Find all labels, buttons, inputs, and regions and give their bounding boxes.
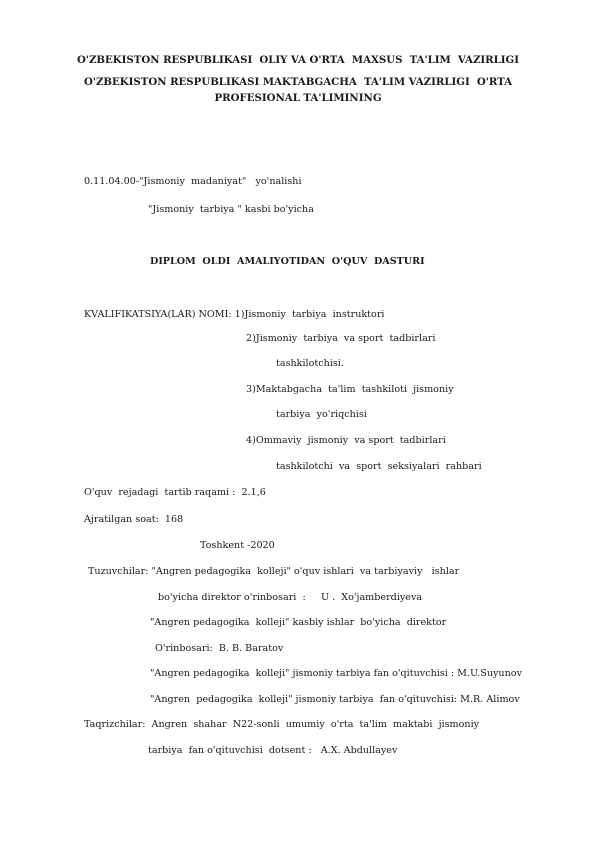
authors-line-6: "Angren pedagogika kolleji" jismoniy tarbiya fan o'qituvchisi: M.R. Alimov <box>150 694 520 705</box>
ministry-header-line-2: O'ZBEKISTON RESPUBLIKASI MAKTABGACHA TA'LIM VAZIRLIGI O'RTA <box>83 76 513 88</box>
program-code-line: 0.11.04.00-"Jismoniy madaniyat" yo'nalishi <box>84 176 302 187</box>
authors-line-3: "Angren pedagogika kolleji" kasbiy ishlar bo'yicha direktor <box>150 617 447 628</box>
ministry-header-line-1: O'ZBEKISTON RESPUBLIKASI OLIY VA O'RTA MAXSUS TA'LIM VAZIRLIGI <box>76 54 520 66</box>
qualification-item-2b: tashkilotchisi. <box>276 358 344 369</box>
authors-line-2: bo'yicha direktor o'rinbosari : U . Xo'jamberdiyeva <box>158 592 423 603</box>
qualification-item-3a: 3)Maktabgacha ta'lim tashkiloti jismoniy <box>246 384 454 395</box>
authors-line-4: O'rinbosari: B. B. Baratov <box>155 643 284 654</box>
qualification-item-4b: tashkilotchi va sport seksiyalari rahbari <box>276 461 482 472</box>
allocated-hours-line: Ajratilgan soat: 168 <box>84 514 184 525</box>
qualification-item-2a: 2)Jismoniy tarbiya va sport tadbirlari <box>246 333 436 344</box>
city-year-line: Toshkent -2020 <box>200 540 275 551</box>
qualification-item-3b: tarbiya yo'riqchisi <box>276 409 367 420</box>
authors-line-1: Tuzuvchilar: "Angren pedagogika kolleji" o'quv ishlari va tarbiyaviy ishlar <box>88 566 460 577</box>
qualification-label-item-1: KVALIFIKATSIYA(LAR) NOMI: 1)Jismoniy tarbiya instruktori <box>84 309 385 320</box>
plan-number-line: O'quv rejadagi tartib raqami : 2.1,6 <box>84 487 266 498</box>
ministry-header-line-3: PROFESIONAL TA'LIMINING <box>214 92 382 104</box>
specialty-line: "Jismoniy tarbiya " kasbi bo'yicha <box>148 204 314 215</box>
authors-line-5: "Angren pedagogika kolleji" jismoniy tarbiya fan o'qituvchisi : M.U.Suyunov <box>150 668 522 679</box>
document-title: DIPLOM OLDI AMALIYOTIDAN O'QUV DASTURI <box>150 256 425 267</box>
qualification-item-4a: 4)Ommaviy jismoniy va sport tadbirlari <box>246 435 446 446</box>
reviewers-line-1: Taqrizchilar: Angren shahar N22-sonli umumiy o'rta ta'lim maktabi jismoniy <box>84 719 480 730</box>
reviewers-line-2: tarbiya fan o'qituvchisi dotsent : A.X. Abdullayev <box>148 745 398 756</box>
